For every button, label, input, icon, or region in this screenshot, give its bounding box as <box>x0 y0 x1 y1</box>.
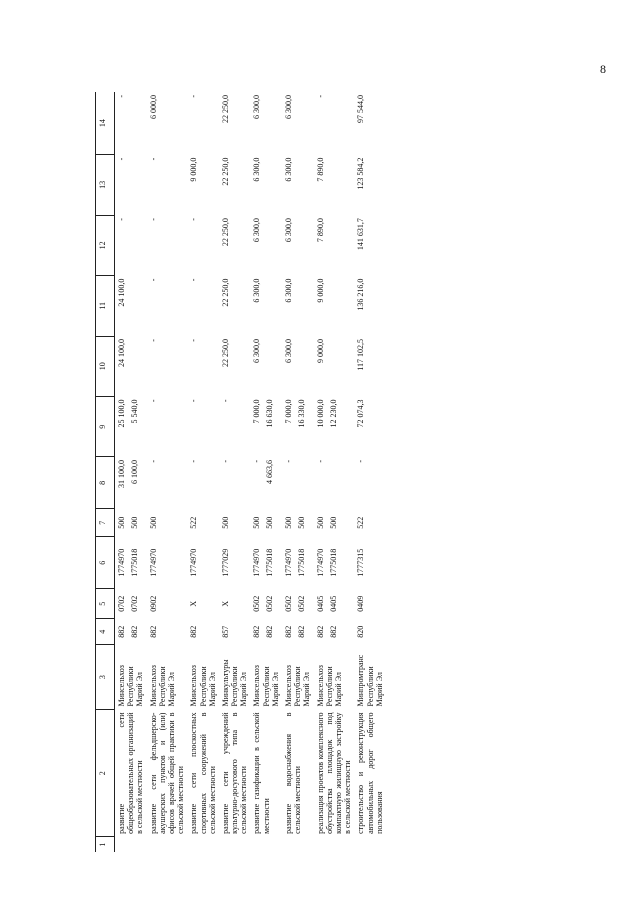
cell-col-13 <box>115 155 147 215</box>
cell-col-6 <box>314 537 355 589</box>
cell-value: 12 230,0 <box>328 399 338 428</box>
cell-value: 1775018 <box>130 548 139 577</box>
cell-value: 6 300,0 <box>284 278 293 303</box>
cell-col-9 <box>187 396 219 456</box>
cell-col-7 <box>187 509 219 537</box>
cell-value: - <box>189 399 199 403</box>
column-number-8: 8 <box>96 457 115 509</box>
row-number-cell <box>115 837 147 852</box>
cell-value: 9 000,0 <box>189 157 199 182</box>
row-number-cell <box>250 837 282 852</box>
cell-col-12 <box>115 215 147 275</box>
cell-col-8 <box>115 457 147 509</box>
cell-value: 882 <box>117 625 126 638</box>
cell-col-8 <box>250 457 282 509</box>
cell-value: - <box>117 157 126 161</box>
cell-value: 1775018 <box>328 548 338 577</box>
cell-value: 1774970 <box>117 548 126 577</box>
cell-value: - <box>189 95 199 98</box>
cell-value: - <box>189 278 199 282</box>
cell-col-11 <box>187 276 219 336</box>
cell-col-14 <box>314 92 355 155</box>
cell-col-10 <box>314 336 355 396</box>
cell-value: 1774970 <box>315 548 325 577</box>
cell-col-5 <box>314 589 355 619</box>
executor-cell: Минсельхоз Республики Марий Эл <box>252 665 280 707</box>
table-row <box>147 92 188 852</box>
cell-value: 0502 <box>265 595 275 612</box>
cell-value: 500 <box>130 516 139 529</box>
cell-value: 4 663,6 <box>265 459 275 484</box>
table-row <box>187 92 219 852</box>
cell-value: 6 300,0 <box>252 339 262 364</box>
cell-value: 7 890,0 <box>315 157 325 182</box>
table-row <box>282 92 314 852</box>
activity-name-cell: развитие сети учреждений культурно-досугового типа в сельской местности <box>220 712 249 834</box>
cell-value: X <box>189 600 199 607</box>
row-number-cell <box>219 837 251 852</box>
cell-value <box>297 279 310 333</box>
cell-value: 7 000,0 <box>284 399 293 424</box>
cell-value: 10 000,0 <box>315 399 325 428</box>
cell-value: 882 <box>284 625 293 638</box>
cell-value: 24 100,0 <box>117 339 126 368</box>
cell-col-13 <box>314 155 355 215</box>
cell-value: 22 250,0 <box>220 339 230 368</box>
cell-col-13 <box>187 155 219 215</box>
cell-value: 882 <box>252 625 262 638</box>
cell-col-4 <box>147 619 188 645</box>
row-number-cell <box>354 837 386 852</box>
cell-value <box>329 158 342 212</box>
cell-col-11 <box>354 276 386 336</box>
cell-value: 522 <box>356 516 366 529</box>
cell-value: 72 074,3 <box>356 399 366 428</box>
cell-col-11 <box>219 276 251 336</box>
row-number-cell <box>147 837 188 852</box>
cell-col-4 <box>354 619 386 645</box>
cell-col-12 <box>250 215 282 275</box>
executor-cell: Минсельхоз Республики Марий Эл <box>117 665 145 707</box>
column-number-10: 10 <box>96 336 115 396</box>
table-body <box>115 92 386 852</box>
cell-col-11 <box>250 276 282 336</box>
cell-value: 1774970 <box>189 548 199 577</box>
activity-name-cell: развитие газификации в сельской местности <box>252 712 271 834</box>
cell-value: 500 <box>284 516 293 529</box>
executor-cell: Минсельхоз Республики Марий Эл <box>189 665 217 707</box>
cell-value: 9 000,0 <box>315 339 325 364</box>
cell-value <box>265 339 278 393</box>
cell-col-13 <box>250 155 282 215</box>
column-number-12: 12 <box>96 215 115 275</box>
cell-value: 500 <box>328 516 338 529</box>
rotated-page-content <box>95 92 515 852</box>
cell-col-9 <box>147 396 188 456</box>
cell-value: 24 100,0 <box>117 278 126 307</box>
cell-value <box>297 95 310 152</box>
cell-col-12 <box>147 215 188 275</box>
table-row <box>354 92 386 852</box>
cell-col-12 <box>187 215 219 275</box>
cell-value: 0405 <box>328 595 338 612</box>
cell-col-10 <box>354 336 386 396</box>
cell-col-14 <box>147 92 188 155</box>
cell-col-13 <box>219 155 251 215</box>
cell-value: 22 250,0 <box>220 95 230 123</box>
cell-value: 6 300,0 <box>284 339 293 364</box>
cell-value: 6 300,0 <box>252 157 262 182</box>
cell-value <box>265 218 278 272</box>
cell-value <box>329 218 342 272</box>
cell-col-8 <box>147 457 188 509</box>
cell-value: 6 300,0 <box>252 95 262 119</box>
executor-cell: Минсельхоз Республики Марий Эл <box>148 665 176 707</box>
cell-value: - <box>189 339 199 342</box>
cell-value: 882 <box>189 625 199 638</box>
cell-value: - <box>148 278 158 282</box>
cell-col-6 <box>219 537 251 589</box>
column-number-11: 11 <box>96 276 115 336</box>
cell-col-11 <box>147 276 188 336</box>
cell-value <box>130 339 143 393</box>
cell-value: 882 <box>297 625 306 638</box>
activity-name-cell: развитие водоснабжения в сельской местности <box>284 712 303 834</box>
cell-value: 6 300,0 <box>252 278 262 303</box>
cell-col-6 <box>250 537 282 589</box>
cell-value: - <box>252 459 262 463</box>
cell-value: 0702 <box>130 595 139 612</box>
cell-col-4 <box>219 619 251 645</box>
cell-col-10 <box>187 336 219 396</box>
executor-cell: Минсельхоз Республики Марий Эл <box>315 665 343 707</box>
cell-col-12 <box>219 215 251 275</box>
cell-value: 1774970 <box>252 548 262 577</box>
cell-value <box>329 460 342 506</box>
table-row <box>314 92 355 852</box>
cell-value: 500 <box>148 516 158 529</box>
cell-col-4 <box>187 619 219 645</box>
cell-value <box>297 460 310 506</box>
cell-value: 22 250,0 <box>220 157 230 186</box>
cell-col-4 <box>314 619 355 645</box>
cell-col-10 <box>115 336 147 396</box>
cell-value: 25 100,0 <box>117 399 126 428</box>
activity-name-cell: строительство и реконструкция автомобильных дорог общего пользования <box>356 712 384 834</box>
cell-value: 857 <box>220 625 230 638</box>
cell-col-4 <box>250 619 282 645</box>
cell-value: 136 216,0 <box>356 278 366 311</box>
activity-name-cell: развитие сети общеобразовательных организаций в сельской местности <box>117 712 145 834</box>
cell-col-7 <box>147 509 188 537</box>
cell-value <box>297 218 310 272</box>
cell-value: - <box>117 95 126 98</box>
cell-col-7 <box>219 509 251 537</box>
activity-name-cell: развитие сети плоскостных спортивных сооружений в сельской местности <box>189 712 217 834</box>
cell-col-14 <box>282 92 314 155</box>
cell-value: - <box>117 218 126 221</box>
row-number-cell <box>314 837 355 852</box>
table-row <box>250 92 282 852</box>
cell-col-13 <box>282 155 314 215</box>
cell-value: - <box>148 459 158 463</box>
cell-value: 500 <box>297 516 306 529</box>
cell-value: 1777315 <box>356 548 366 577</box>
cell-value: - <box>356 459 366 463</box>
cell-col-12 <box>354 215 386 275</box>
cell-value <box>130 158 143 212</box>
cell-col-8 <box>314 457 355 509</box>
cell-value: 1774970 <box>148 548 158 577</box>
executor-cell: Минпромтранс Республики Марий Эл <box>356 654 384 707</box>
cell-col-8 <box>354 457 386 509</box>
cell-col-14 <box>250 92 282 155</box>
cell-col-5 <box>354 589 386 619</box>
cell-value: 1775018 <box>297 548 306 577</box>
column-number-2: 2 <box>96 710 115 837</box>
cell-value <box>329 339 342 393</box>
column-number-6: 6 <box>96 537 115 589</box>
cell-value: 1774970 <box>284 548 293 577</box>
cell-value: 0405 <box>315 595 325 612</box>
cell-value: 7 890,0 <box>315 218 325 243</box>
cell-col-9 <box>219 396 251 456</box>
cell-value: 500 <box>265 516 275 529</box>
column-number-4: 4 <box>96 619 115 645</box>
cell-col-7 <box>282 509 314 537</box>
cell-value: - <box>148 218 158 221</box>
cell-col-8 <box>187 457 219 509</box>
cell-col-8 <box>219 457 251 509</box>
cell-col-6 <box>282 537 314 589</box>
cell-col-9 <box>354 396 386 456</box>
cell-col-10 <box>147 336 188 396</box>
cell-value: 0502 <box>252 595 262 612</box>
cell-value: 31 100,0 <box>117 459 126 488</box>
cell-value: 6 000,0 <box>148 95 158 119</box>
cell-value: 500 <box>315 516 325 529</box>
column-number-5: 5 <box>96 589 115 619</box>
cell-value <box>130 95 143 152</box>
cell-col-11 <box>115 276 147 336</box>
cell-value: 6 300,0 <box>284 95 293 119</box>
cell-value: - <box>315 459 325 463</box>
cell-value: - <box>148 339 158 342</box>
cell-value: - <box>220 459 230 463</box>
cell-col-14 <box>115 92 147 155</box>
cell-col-5 <box>115 589 147 619</box>
cell-value <box>297 339 310 393</box>
activity-name-cell: реализация проектов комплексного обустройства площадок под компактную жилищную застройку в сельской местности <box>315 712 353 834</box>
cell-col-6 <box>354 537 386 589</box>
budget-table <box>95 92 386 852</box>
cell-col-13 <box>147 155 188 215</box>
cell-value: - <box>148 399 158 403</box>
column-number-3: 3 <box>96 645 115 710</box>
table-row <box>219 92 251 852</box>
cell-col-13 <box>354 155 386 215</box>
cell-col-10 <box>250 336 282 396</box>
column-number-7: 7 <box>96 509 115 537</box>
cell-value <box>130 279 143 333</box>
cell-col-6 <box>147 537 188 589</box>
cell-col-5 <box>250 589 282 619</box>
executor-cell: Минсельхоз Республики Марий Эл <box>284 665 312 707</box>
cell-value: - <box>284 459 293 463</box>
cell-value: 16 330,0 <box>297 399 306 428</box>
cell-col-7 <box>354 509 386 537</box>
cell-value: 0502 <box>284 595 293 612</box>
cell-value: 0702 <box>117 595 126 612</box>
cell-value: 9 000,0 <box>315 278 325 303</box>
cell-value: 6 300,0 <box>284 218 293 243</box>
cell-value: 500 <box>220 516 230 529</box>
cell-col-6 <box>187 537 219 589</box>
column-number-14: 14 <box>96 92 115 155</box>
cell-col-12 <box>314 215 355 275</box>
cell-value: 141 631,7 <box>356 218 366 251</box>
cell-value: 0902 <box>148 595 158 612</box>
cell-value: 882 <box>130 625 139 638</box>
column-number-9: 9 <box>96 396 115 456</box>
cell-value: 5 540,0 <box>130 399 139 424</box>
cell-value <box>130 218 143 272</box>
cell-value: 882 <box>148 625 158 638</box>
cell-col-4 <box>115 619 147 645</box>
cell-value: 500 <box>117 516 126 529</box>
cell-col-5 <box>187 589 219 619</box>
cell-value: 500 <box>252 516 262 529</box>
executor-cell: Минкультуры Республики Марий Эл <box>220 659 249 707</box>
cell-col-10 <box>282 336 314 396</box>
cell-col-10 <box>219 336 251 396</box>
cell-value: 882 <box>328 625 338 638</box>
cell-value <box>265 95 278 152</box>
cell-value: 22 250,0 <box>220 218 230 247</box>
cell-value: - <box>189 459 199 463</box>
cell-value: 97 544,0 <box>356 95 366 123</box>
cell-col-14 <box>354 92 386 155</box>
cell-col-7 <box>115 509 147 537</box>
cell-value <box>329 95 342 152</box>
column-number-1: 1 <box>96 837 115 852</box>
cell-col-14 <box>187 92 219 155</box>
activity-name-cell: развитие сети фельдшерско-акушерских пунктов и (или) офисов врачей общей практики в сельской местности <box>148 712 186 834</box>
cell-col-5 <box>282 589 314 619</box>
cell-value: 882 <box>265 625 275 638</box>
cell-value: 16 630,0 <box>265 399 275 428</box>
page-number: 8 <box>600 62 606 76</box>
cell-value: 22 250,0 <box>220 278 230 307</box>
cell-value: 820 <box>356 625 366 638</box>
cell-col-5 <box>219 589 251 619</box>
cell-col-9 <box>314 396 355 456</box>
cell-value <box>297 158 310 212</box>
cell-value: 117 102,5 <box>356 339 366 371</box>
cell-col-12 <box>282 215 314 275</box>
cell-col-8 <box>282 457 314 509</box>
cell-value: 1775018 <box>265 548 275 577</box>
cell-col-7 <box>250 509 282 537</box>
cell-value: 0409 <box>356 595 366 612</box>
cell-col-4 <box>282 619 314 645</box>
cell-value: - <box>148 157 158 161</box>
cell-value: 522 <box>189 516 199 529</box>
cell-value: - <box>220 399 230 403</box>
cell-col-5 <box>147 589 188 619</box>
cell-value: 882 <box>315 625 325 638</box>
cell-value: 7 000,0 <box>252 399 262 424</box>
cell-col-7 <box>314 509 355 537</box>
cell-col-14 <box>219 92 251 155</box>
column-number-13: 13 <box>96 155 115 215</box>
cell-value: 6 300,0 <box>252 218 262 243</box>
cell-value: 6 300,0 <box>284 157 293 182</box>
row-number-cell <box>187 837 219 852</box>
cell-value <box>329 279 342 333</box>
cell-value: - <box>189 218 199 221</box>
cell-value: 0502 <box>297 595 306 612</box>
cell-col-6 <box>115 537 147 589</box>
cell-value <box>265 279 278 333</box>
cell-value: X <box>220 600 230 607</box>
cell-value: 1777029 <box>220 548 230 577</box>
cell-col-11 <box>282 276 314 336</box>
column-number-row <box>96 92 115 852</box>
row-number-cell <box>282 837 314 852</box>
table-row <box>115 92 147 852</box>
cell-value: 6 100,0 <box>130 459 139 484</box>
cell-col-9 <box>115 396 147 456</box>
cell-value: 123 584,2 <box>356 157 366 190</box>
cell-value <box>265 158 278 212</box>
cell-col-9 <box>250 396 282 456</box>
cell-col-9 <box>282 396 314 456</box>
cell-col-11 <box>314 276 355 336</box>
cell-value: - <box>315 95 325 98</box>
